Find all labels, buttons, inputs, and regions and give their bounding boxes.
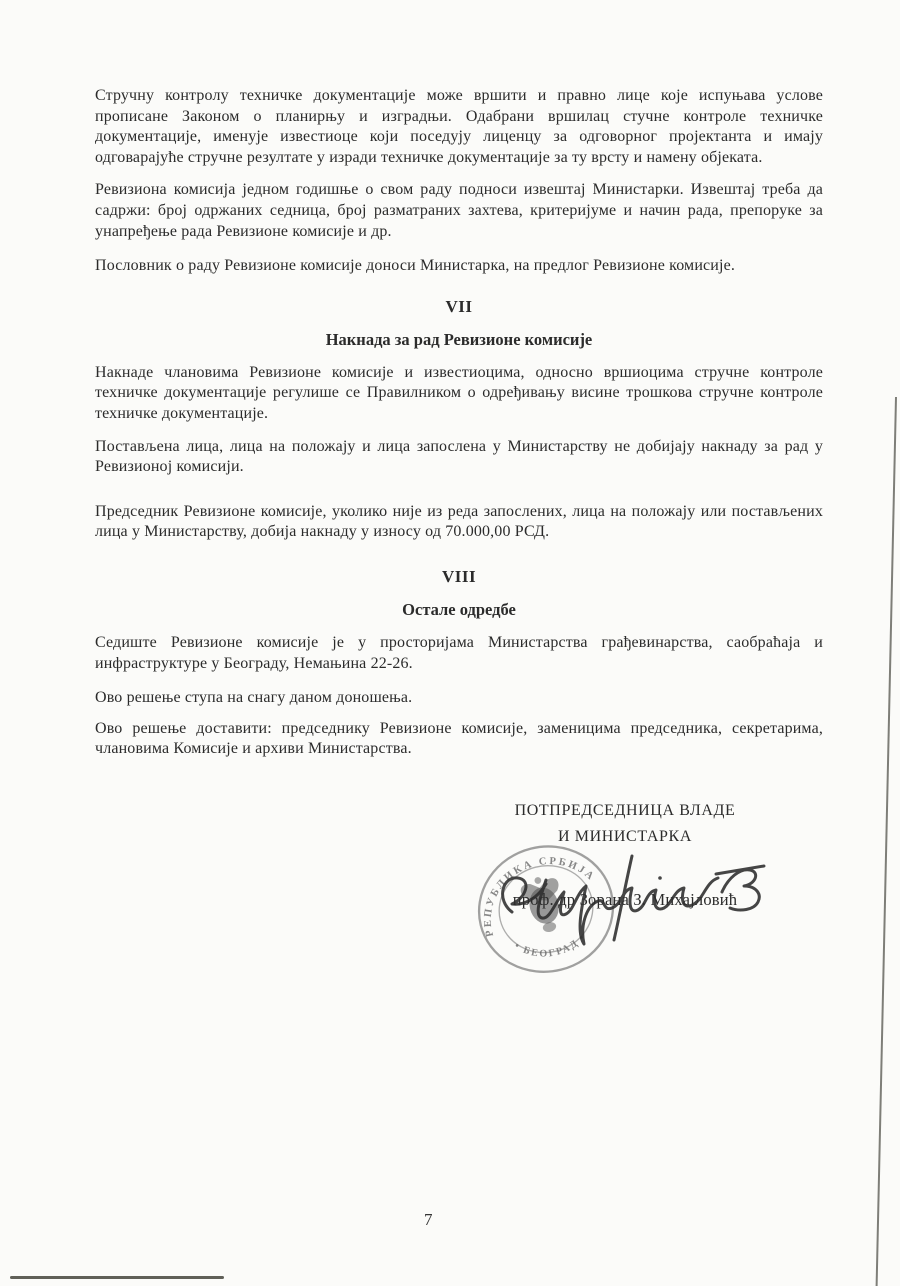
paragraph-entry-into-force: Ово решење ступа на снагу даном доношења. <box>95 689 413 707</box>
scan-artifact-bottom-line <box>10 1276 224 1279</box>
paragraph-annual-report: Ревизиона комисија једном годишње о свом раду подноси извештај Министарки. Извештај треба да садржи: број одржаних седница, број разматраних захтева, критеријуме и начин рада, препоруке за унапређење рада Ревизионе комисије и др. <box>95 181 823 240</box>
section-heading-viii: VIII <box>441 566 477 586</box>
document-body <box>95 86 823 910</box>
section-heading-vii: VII <box>445 296 473 316</box>
section-title-compensation: Накнада за рад Ревизионе комисије <box>325 329 593 349</box>
paragraph-rules-of-procedure: Пословник о раду Ревизионе комисије доноси Министарка, на предлог Ревизионе комисије. <box>95 257 736 275</box>
paragraph-delivery: Ово решење доставити: председнику Ревизионе комисије, заменицима председника, секретарима, члановима Комисије и архиви Министарства. <box>95 719 823 758</box>
section-title-other-provisions: Остале одредбе <box>402 599 516 619</box>
handwritten-signature <box>482 850 782 950</box>
signatory-title-line2: И МИНИСТАРКА <box>558 827 692 845</box>
page-number: 7 <box>424 1210 434 1229</box>
paragraph-president-compensation: Председник Ревизионе комисије, уколико није из реда запослених, лица на положају или постављених лица у Министарству, добија накнаду у износу од 70.000,00 РСД. <box>95 502 823 541</box>
stamp-bottom-text: • БЕОГРАД • <box>512 931 589 960</box>
scan-artifact-right-edge-line <box>876 397 897 1286</box>
signatory-title-line1: ПОТПРЕДСЕДНИЦА ВЛАДЕ <box>514 801 736 819</box>
stamp-ring-text: РЕПУБЛИКА СРБИЈА <box>482 855 598 938</box>
paragraph-expert-control: Стручну контролу техничке документације може вршити и правно лице које испуњава услове прописане Законом о планирњу и изградњи. Одабрани вршилац стучне контроле техничке документације, именује известиоце који поседују лиценцу за одговорног пројектанта и имају одговарајуће стручне резултате у изради техничке документације за ту врсту и намену објеката. <box>95 87 823 166</box>
signatory-name: проф. др Зорана З. Михајловић <box>512 889 738 909</box>
paragraph-seat-of-commission: Седиште Ревизионе комисије је у просторијама Министарства грађевинарства, саобраћаја и инфраструктуре у Београду, Немањина 22-26. <box>95 633 823 672</box>
paragraph-no-compensation: Постављена лица, лица на положају и лица запослена у Министарству не добијају накнаду за рад у Ревизионој комисији. <box>95 437 823 476</box>
paragraph-compensation-rulebook: Накнаде члановима Ревизионе комисије и известиоцима, односно вршиоцима стручне контроле техничке документације регулише се Правилником о одређивању висине трошкова стручне контроле техничке документације. <box>95 363 823 422</box>
